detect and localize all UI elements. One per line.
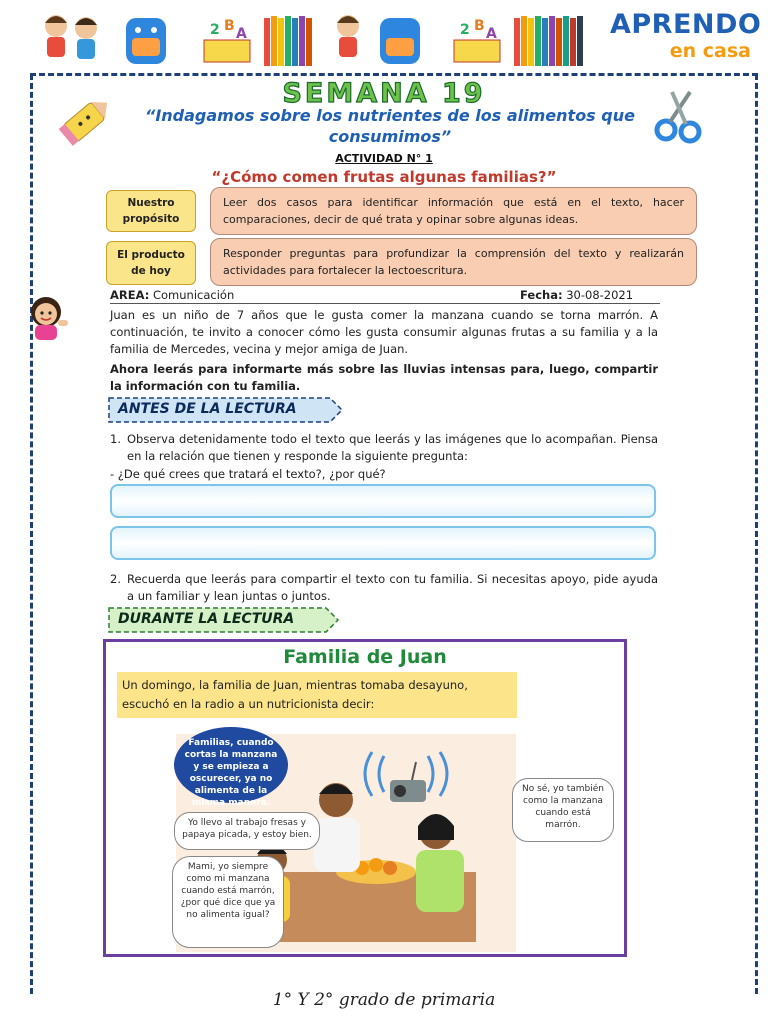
purpose-label: Nuestro propósito — [106, 190, 196, 232]
svg-text:B: B — [224, 18, 235, 34]
activity-title: “¿Cómo comen frutas algunas familias?” — [211, 168, 557, 186]
activity-label: ACTIVIDAD N° 1 — [335, 152, 433, 165]
during-reading-label: DURANTE LA LECTURA — [118, 611, 295, 627]
grade-footer: 1° Y 2° grado de primaria — [272, 990, 496, 1010]
story-frame — [103, 639, 627, 957]
abc-book-icon-2 — [454, 18, 500, 62]
girl-avatar-icon — [22, 290, 74, 342]
kids-icon-2 — [337, 15, 359, 57]
before-question: - ¿De qué crees que tratará el texto?, ¿por qué? — [110, 467, 386, 481]
abc-book-icon — [204, 18, 250, 62]
backpack-icon — [126, 18, 166, 64]
area-value: Comunicación — [152, 288, 235, 302]
product-text: Responder preguntas para profundizar la comprensión del texto y realizarán actividades para fortalecer la lectoescritura. — [210, 238, 697, 286]
crayons-icon — [264, 16, 312, 66]
right-border — [755, 74, 758, 994]
header-divider — [30, 73, 758, 76]
area-label: AREA: — [110, 288, 150, 302]
story-title: Familia de Juan — [283, 646, 447, 668]
before-item1 — [110, 431, 658, 465]
svg-text:A: A — [236, 26, 247, 42]
story-intro: Un domingo, la familia de Juan, mientras tomaba desayuno, escuchó en la radio a un nutricionista decir: — [117, 672, 517, 718]
svg-text:2: 2 — [460, 22, 470, 38]
aprendo-en-casa-logo — [610, 9, 762, 68]
backpack-icon-2 — [380, 18, 420, 64]
before-item2-num: 2. — [110, 572, 121, 586]
date-value: 30-08-2021 — [566, 288, 634, 302]
radio-speech-bubble: Familias, cuando cortas la manzana y se empieza a oscurecer, ya no alimenta de la misma manera. — [174, 727, 288, 803]
svg-text:A: A — [486, 26, 497, 42]
week-title: SEMANA 19 — [282, 78, 486, 109]
before-item1-num: 1. — [110, 432, 121, 446]
date-group — [520, 288, 633, 302]
meta-row — [110, 288, 660, 304]
date-label: Fecha: — [520, 288, 563, 302]
session-subtitle: “Indagamos sobre los nutrientes de los alimentos que consumimos” — [145, 106, 635, 146]
father-speech-bubble: Yo llevo al trabajo fresas y papaya picada, y estoy bien. — [174, 812, 320, 850]
answer-field-2[interactable] — [110, 526, 656, 560]
intro-paragraph: Juan es un niño de 7 años que le gusta comer la manzana cuando se torna marrón. A continuación, te invito a conocer cómo les gusta consumir algunas frutas a su familia y a la familia de Mercedes, vecina y mejor amiga de Juan. — [110, 308, 658, 356]
intro-bold-paragraph: Ahora leerás para informarte más sobre las lluvias intensas para, luego, compartir la información con tu familia. — [110, 362, 658, 393]
during-reading-tag — [108, 607, 340, 633]
kids-icon — [45, 15, 97, 59]
left-border — [30, 74, 33, 994]
before-reading-label: ANTES DE LA LECTURA — [118, 401, 297, 417]
purpose-text: Leer dos casos para identificar información que está en el texto, hacer comparaciones, decir de qué trata y opinar sobre algunas ideas. — [210, 187, 697, 235]
before-item2 — [110, 571, 658, 605]
product-label: El producto de hoy — [106, 241, 196, 285]
logo-line1: APRENDO — [610, 9, 762, 40]
svg-text:B: B — [474, 18, 485, 34]
before-item2-text: Recuerda que leerás para compartir el texto con tu familia. Si necesitas apoyo, pide ayuda a un familiar y lean juntas o juntos. — [127, 572, 658, 603]
before-reading-tag — [108, 397, 344, 423]
child-speech-bubble: Mami, yo siempre como mi manzana cuando está marrón, ¿por qué dice que ya no alimenta igual? — [172, 856, 284, 948]
svg-text:2: 2 — [210, 22, 220, 38]
mother-speech-bubble: No sé, yo también como la manzana cuando está marrón. — [512, 778, 614, 842]
crayons-icon-2 — [514, 16, 583, 66]
logo-line2: en casa — [669, 40, 751, 62]
answer-field-1[interactable] — [110, 484, 656, 518]
before-item1-text: Observa detenidamente todo el texto que leerás y las imágenes que lo acompañan. Piensa en la relación que tienen y responde la siguiente pregunta: — [127, 432, 658, 463]
header-illustration — [38, 8, 598, 70]
